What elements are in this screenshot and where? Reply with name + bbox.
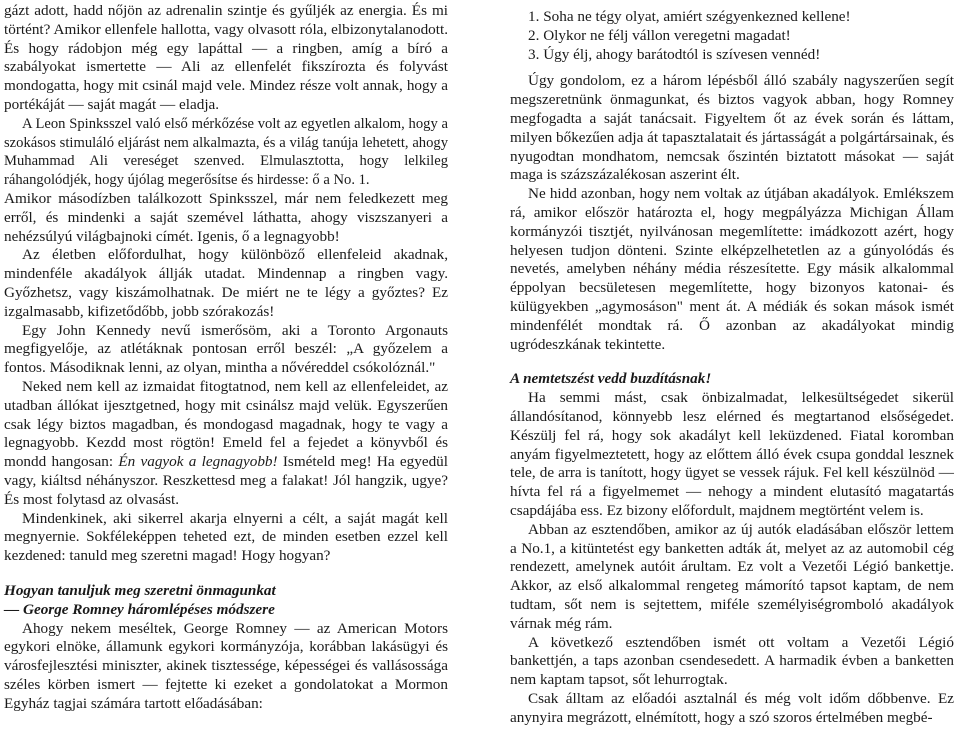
paragraph: Abban az esztendőben, amikor az új autók eladásában először lettem a No.1, a kitüntetést egy banketten adták át, melyet az az automobil cég rendezett, amelynek autóit árultam. Ez volt a Vezetői Légió bankettje. Akkor, az első alkalommal rengeteg mámorító tapsot kaptam, de nem tudtam, sőt nem is sejtettem, miféle személyiségrombolό akadályok várnak még rám.: [510, 520, 954, 632]
paragraph: [4, 378, 448, 510]
paragraph: Az életben előfordulhat, hogy különböző ellenfeleid akadnak, mindenféle akadályok állják utadat. Mindennap a ringben vagy. Győzhetsz, vagy kiszámolhatnak. De miért ne te légy a győztes? Ez izgalmasabb, kifizetődőbb, jobb szórakozás!: [4, 246, 448, 320]
paragraph: A következő esztendőben ismét ott voltam a Vezetői Légió bankettjén, a taps azonban csendesedett. A harmadik évben a banketten nem kaptam tapsot, sőt lehurrogtak.: [510, 633, 954, 689]
paragraph: Amikor másodízben találkozott Spinksszel, már nem feledkezett meg erről, és mindenki a saját szemével láthatta, ahogy viszszanyeri a nehézsúlyú világbajnoki címét. Igenis, ő a legnagyobb!: [4, 189, 448, 245]
spacer: [4, 566, 448, 582]
emphasis-text: Én vagyok a legnagyobb!: [118, 453, 278, 471]
section-subheading: — George Romney háromlépéses módszere: [4, 600, 275, 618]
left-column: [4, 2, 448, 713]
paragraph: Mindenkinek, aki sikerrel akarja elnyerni a célt, a saját magát kell megnyernie. Sokféleképpen teheted ezt, de minden esetben ezzel kell kezdened: tanuld meg szeretni magad! Hogy hogyan?: [4, 509, 448, 565]
list-item: 1. Soha ne tégy olyat, amiért szégyenkezned kellene!: [528, 8, 851, 25]
paragraph: gázt adott, hadd nőjön az adrenalin szintje és gyűljék az energia. És mi történt? Amikor ellenfele hallotta, vagy olvasott róla, elbizonytalanodott. És hogy rádobjon még egy lapáttal — a ringben, amíg a bíró a szabályokat ismertette — Ali az ellenfelét fikszírozta és folyvást mondogatta, hogy mit csinál majd vele. Mindez része volt annak, hogy a portékáját — saját magát — eladja.: [4, 2, 448, 113]
section-heading: Hogyan tanuljuk meg szeretni önmagunkat: [4, 581, 276, 599]
list-item: 3. Úgy élj, ahogy barátodtól is szívesen vennéd!: [528, 45, 821, 63]
paragraph: Úgy gondolom, ez a három lépésből álló szabály nagyszerűen segít megszeretnünk önmagunkat, és biztos vagyok abban, hogy Romney megfogadta a saját tanácsait. Figyeltem őt az évek során és láttam, milyen bőkezűen adja át tapasztalatait és jártasságát a polgártársainak, és nyugodtan mondhatom, nemcsak őszintén biztatott másokat — saját maga is százszázalékosan aszerint élt.: [510, 72, 954, 184]
paragraph: Egy John Kennedy nevű ismerősöm, aki a Toronto Argonauts megfigyelője, az atlétáknak pontosan erről beszél: „A győzelem a fontos. Másodiknak lenni, az olyan, mintha a nővéreddel csókolóznál.": [4, 321, 448, 377]
numbered-list: [510, 8, 954, 64]
paragraph: Csak álltam az előadói asztalnál és még volt időm dőbbenve. Ez anynyira megrázott, elnémított, hogy a szó szoros értelmében megbé-: [510, 689, 954, 726]
right-column: [510, 2, 954, 727]
paragraph: Ne hidd azonban, hogy nem voltak az útjában akadályok. Emlékszem rá, amikor először határozta el, hogy megpályázza Michigan Állam kormányzói tisztjét, nyilvánosan megemlítette: imádkozott azért, hogy helyesen tudjon dönteni. Szinte elképzelhetetlen az a gúnyolódás és nevetés, amelyben néhány média részesítette. Egy másik alkalommal éppolyan becsületesen megemlítette, hogy bizonyos katonai- és külügyekben „agymosáson" ment át. A médiák és sokan mások ismét mindenfélét mondtak rá. Ő azonban az akadályokat mindig ugródeszkának tekintette.: [510, 185, 954, 353]
spacer: [510, 354, 954, 370]
paragraph-text: Ismételd meg! Ha egyedül vagy, kiáltsd néhányszor. Reszkettesd meg a falakat! Jól hangzik, ugye? És most folytasd az olvasást.: [4, 453, 448, 508]
paragraph: Ahogy nekem meséltek, George Romney — az American Motors egykori elnöke, államunk egykori kormányzója, korábban lakásügyi és városfejlesztési miniszter, akinek tisztessége, képességei és vallásossága széles körben ismert — fejtette ki ezeket a gondolatokat a Mormon Egyház tagjai számára tartott előadásában:: [4, 619, 448, 712]
list-item: 2. Olykor ne félj vállon veregetni magadat!: [528, 26, 791, 44]
section-heading: A nemtetszést vedd buzdításnak!: [510, 370, 712, 388]
paragraph: Ha semmi mást, csak önbizalmadat, lelkesültségedet sikerül állandósítanod, könnyebb lesz elérned és megtartanod elsőségedet. Készülj fel rá, hogy sok akadályt kell leküzdened. Fiatal koromban anyám figyelmeztetett, hogy az előttem álló évek csupa gonddal lesznek tele, de arra is tanított, hogy ügyet se vessek rájuk. Fel kell készülnöd — hívta fel rá a figyelmemet — nehogy a mindent elutasító magatartás csapdájába ess. Ez bizony előfordult, majdnem megtörtént velem is.: [510, 389, 954, 519]
paragraph: A Leon Spinksszel való első mérkőzése volt az egyetlen alkalom, hogy a szokásos stimuláló eljárást nem alkalmazta, és a világ tanúja lehetett, ahogy Muhammad Ali vereséget szenved. Elmulasztotta, hogy lelkileg ráhangolódjék, hogy újólag megerősítse és hirdesse: ő a No. 1.: [4, 115, 448, 189]
paragraph-text: Neked nem kell az izmaidat fitogtatnod, nem kell az ellenfeleidet, az utadban állókat ijesztgetned, hogy mit csinálsz majd velük. Egyszerűen csak légy biztos magadban, és mondogasd magadnak, hogy te vagy a legnagyobb. Kezdd most rögtön! Emeld fel a fejedet a könyvből és mondd hangosan:: [4, 377, 448, 471]
